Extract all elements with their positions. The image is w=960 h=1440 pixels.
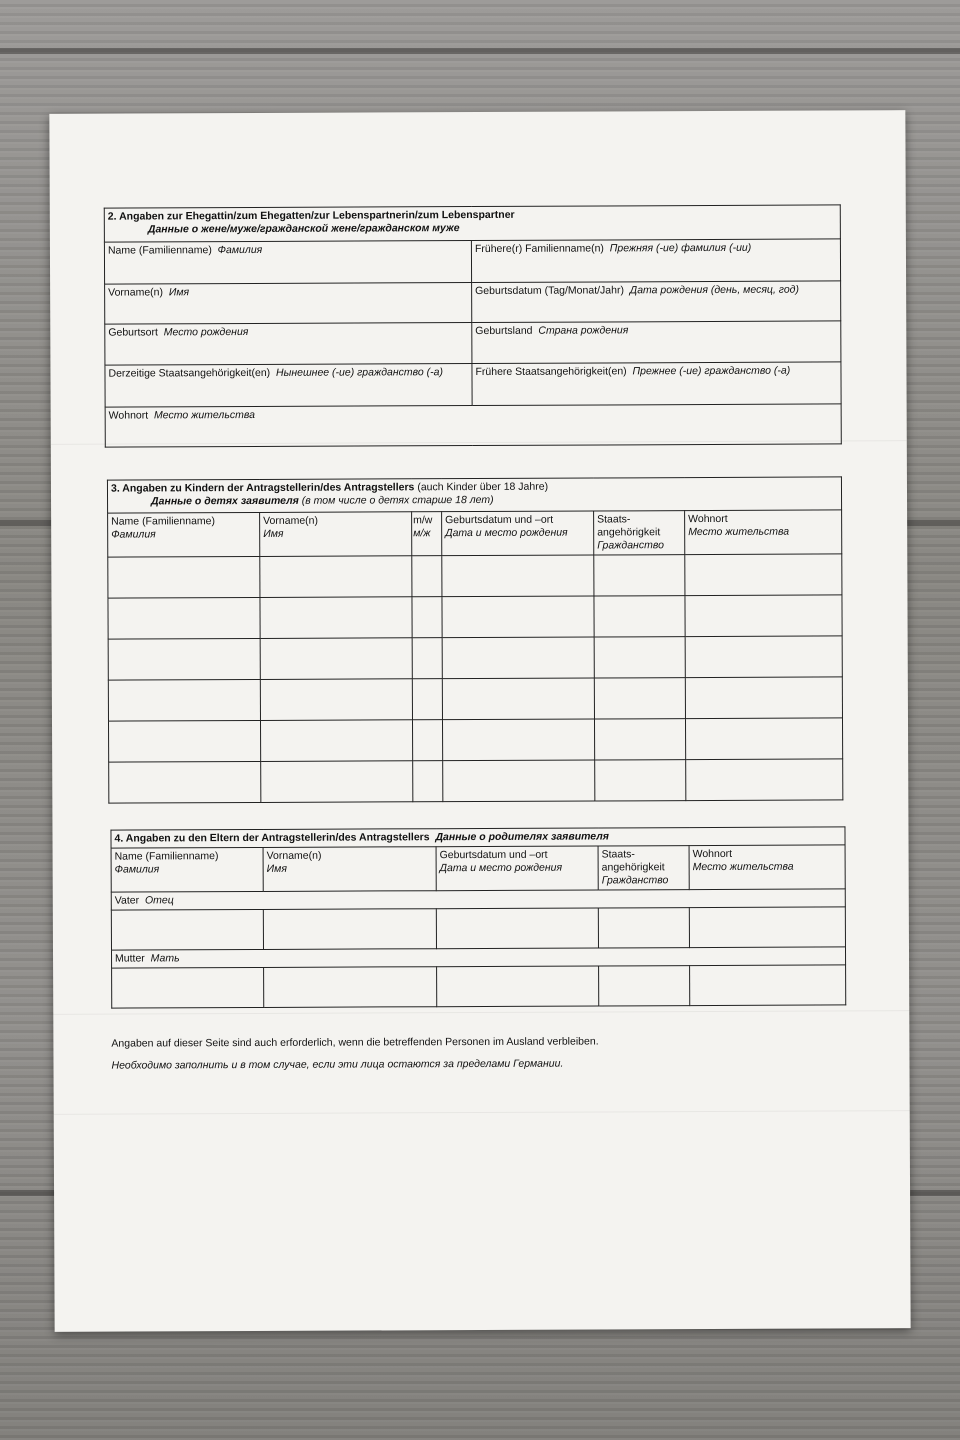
children-cell[interactable] xyxy=(260,638,412,680)
children-cell[interactable] xyxy=(108,720,260,762)
spouse-birth-country-field[interactable] xyxy=(472,321,841,364)
parents-section-title-ru: Данные о родителях заявителя xyxy=(435,830,610,844)
children-cell[interactable] xyxy=(108,556,260,598)
children-cell[interactable] xyxy=(261,761,413,803)
spouse-citizenship-label-ru: Нынешнее (-ие) гражданство (-а) xyxy=(275,366,443,379)
spouse-former-citizenship-label: Frühere Staatsangehörigkeit(en) xyxy=(475,365,627,379)
children-cell[interactable] xyxy=(260,556,412,598)
children-cell[interactable] xyxy=(108,638,260,680)
children-col-citizenship-de2: angehörigkeit xyxy=(597,526,661,539)
children-cell[interactable] xyxy=(109,761,261,803)
parents-col-first-name-de: Vorname(n) xyxy=(266,849,322,862)
children-col-birth-ru: Дата и место рождения xyxy=(445,526,568,540)
children-col-birth xyxy=(442,511,594,556)
children-row xyxy=(108,677,842,721)
children-row xyxy=(108,554,842,598)
spouse-first-name-label: Vorname(n) xyxy=(108,286,164,299)
spouse-residence-label-ru: Место жительства xyxy=(153,408,255,422)
father-cell[interactable] xyxy=(689,907,845,948)
children-cell[interactable] xyxy=(594,678,685,719)
spouse-first-name-field[interactable] xyxy=(105,283,472,325)
children-col-sex xyxy=(412,512,442,556)
spouse-birth-country-label-ru: Страна рождения xyxy=(538,324,629,337)
parents-col-name xyxy=(111,847,263,892)
spouse-former-name-label: Frühere(r) Familienname(n) xyxy=(474,242,604,256)
children-section-title: 3. Angaben zu Kindern der Antragstellerin/des Antragstellers xyxy=(110,481,415,495)
parents-section-title: 4. Angaben zu den Eltern der Antragstellerin/des Antragstellers xyxy=(114,831,430,845)
children-cell[interactable] xyxy=(413,761,443,802)
children-cell[interactable] xyxy=(594,637,685,678)
children-cell[interactable] xyxy=(594,555,685,596)
children-cell[interactable] xyxy=(260,720,412,762)
children-col-first-name-ru: Имя xyxy=(263,527,284,540)
children-section-title-ru: Данные о детях заявителя xyxy=(151,494,299,508)
children-cell[interactable] xyxy=(443,760,595,802)
children-cell[interactable] xyxy=(685,595,842,637)
children-cell[interactable] xyxy=(594,596,685,637)
spouse-former-citizenship-label-ru: Прежнее (-ие) гражданство (-а) xyxy=(632,364,791,378)
children-col-citizenship-de: Staats- xyxy=(597,513,631,526)
mother-row xyxy=(112,965,846,1008)
children-row xyxy=(108,718,842,762)
father-cell[interactable] xyxy=(436,908,598,949)
children-col-citizenship xyxy=(594,511,685,555)
spouse-birth-place-label-ru: Место рождения xyxy=(163,326,249,339)
spouse-citizenship-label: Derzeitige Staatsangehörigkeit(en) xyxy=(108,366,271,380)
children-cell[interactable] xyxy=(685,718,842,760)
children-cell[interactable] xyxy=(442,637,594,679)
parents-col-residence xyxy=(689,845,845,890)
children-cell[interactable] xyxy=(412,556,442,597)
children-table xyxy=(107,476,843,803)
children-col-residence-ru: Место жительства xyxy=(688,525,790,539)
children-cell[interactable] xyxy=(442,719,594,761)
form-page xyxy=(49,110,910,1332)
father-cell[interactable] xyxy=(263,909,436,950)
mother-cell[interactable] xyxy=(599,966,690,1006)
children-cell[interactable] xyxy=(595,760,686,801)
children-cell[interactable] xyxy=(260,679,412,721)
show-through-line xyxy=(53,1010,909,1015)
spouse-table xyxy=(104,204,842,447)
children-cell[interactable] xyxy=(108,597,260,639)
children-cell[interactable] xyxy=(686,759,843,801)
mother-label: Mutter xyxy=(115,952,145,965)
children-col-first-name xyxy=(260,512,412,557)
parents-col-name-ru: Фамилия xyxy=(114,863,160,876)
children-section-title-note: (auch Kinder über 18 Jahre) xyxy=(417,480,549,494)
spouse-name-field[interactable] xyxy=(104,241,471,285)
children-cell[interactable] xyxy=(412,720,442,761)
parents-col-first-name xyxy=(263,847,436,892)
spouse-former-name-label-ru: Прежняя (-ие) фамилия (-ии) xyxy=(609,241,752,255)
parents-col-citizenship-de2: angehörigkeit xyxy=(601,861,665,874)
footer-note-ru: Необходимо заполнить и в том случае, если эти лица остаются за пределами Германии. xyxy=(111,1057,564,1072)
mother-cell[interactable] xyxy=(112,967,264,1008)
children-cell[interactable] xyxy=(685,677,842,719)
spouse-residence-field[interactable] xyxy=(105,404,841,447)
children-section-header xyxy=(107,477,841,513)
parents-col-birth-de: Geburtsdatum und –ort xyxy=(439,848,548,862)
spouse-section-title-ru: Данные о жене/муже/гражданской жене/гражданском муже xyxy=(147,222,460,236)
spouse-birth-place-label: Geburtsort xyxy=(108,326,158,339)
parents-col-birth xyxy=(436,846,598,891)
mother-cell[interactable] xyxy=(690,965,846,1006)
children-cell[interactable] xyxy=(685,636,842,678)
children-cell[interactable] xyxy=(442,678,594,720)
children-row xyxy=(109,759,843,803)
children-row xyxy=(108,636,842,680)
children-col-name-de: Name (Familienname) xyxy=(111,515,216,528)
spouse-former-name-field[interactable] xyxy=(471,239,840,283)
spouse-birth-date-field[interactable] xyxy=(472,281,841,323)
parents-col-first-name-ru: Имя xyxy=(266,862,287,875)
children-cell[interactable] xyxy=(442,555,594,597)
plank-gap-top xyxy=(0,48,960,54)
children-col-residence-de: Wohnort xyxy=(688,512,728,526)
father-row xyxy=(111,907,845,950)
children-col-name xyxy=(108,512,260,557)
spouse-former-citizenship-field[interactable] xyxy=(472,362,841,406)
parents-col-name-de: Name (Familienname) xyxy=(114,850,219,863)
mother-cell[interactable] xyxy=(264,967,437,1008)
children-row xyxy=(108,595,842,639)
children-cell[interactable] xyxy=(685,554,842,596)
parents-col-residence-de: Wohnort xyxy=(692,847,733,861)
children-col-sex-ru: м/ж xyxy=(413,527,431,540)
spouse-birth-place-field[interactable] xyxy=(105,323,472,366)
mother-cell[interactable] xyxy=(437,966,599,1007)
father-cell[interactable] xyxy=(111,909,263,950)
children-col-birth-de: Geburtsdatum und –ort xyxy=(445,513,554,527)
spouse-birth-country-label: Geburtsland xyxy=(475,324,533,338)
children-col-sex-de: m/w xyxy=(413,514,433,527)
spouse-birth-date-label-ru: Дата рождения (день, месяц, год) xyxy=(629,283,799,297)
spouse-section-title: 2. Angaben zur Ehegattin/zum Ehegatten/zur Lebenspartnerin/zum Lebenspartner xyxy=(107,208,515,223)
children-col-residence xyxy=(685,510,842,555)
children-col-name-ru: Фамилия xyxy=(111,528,156,541)
footer-note-de: Angaben auf dieser Seite sind auch erforderlich, wenn die betreffenden Personen im Ausland verbleiben. xyxy=(111,1035,599,1050)
children-col-first-name-de: Vorname(n) xyxy=(263,514,319,527)
children-col-citizenship-ru: Гражданство xyxy=(597,539,664,552)
children-cell[interactable] xyxy=(412,679,442,720)
spouse-residence-label: Wohnort xyxy=(108,409,149,422)
children-cell[interactable] xyxy=(412,597,442,638)
spouse-first-name-label-ru: Имя xyxy=(168,286,190,299)
father-label: Vater xyxy=(114,894,140,907)
children-cell[interactable] xyxy=(260,597,412,639)
parents-col-citizenship-ru: Гражданство xyxy=(601,874,669,887)
spouse-name-label-ru: Фамилия xyxy=(217,243,263,257)
spouse-section-header xyxy=(104,205,840,242)
father-label-ru: Отец xyxy=(144,894,174,907)
children-cell[interactable] xyxy=(442,596,594,638)
parents-col-citizenship xyxy=(598,846,689,890)
spouse-citizenship-field[interactable] xyxy=(105,364,472,408)
father-cell[interactable] xyxy=(598,908,689,948)
show-through-line xyxy=(54,1110,910,1115)
spouse-birth-date-label: Geburtsdatum (Tag/Monat/Jahr) xyxy=(475,284,624,298)
children-cell[interactable] xyxy=(412,638,442,679)
parents-col-citizenship-de: Staats- xyxy=(601,848,635,861)
mother-label-ru: Мать xyxy=(150,952,180,965)
spouse-name-label: Name (Familienname) xyxy=(107,244,212,257)
children-section-title-ru-note: (в том числе о детях старше 18 лет) xyxy=(301,493,494,507)
children-cell[interactable] xyxy=(594,719,685,760)
children-cell[interactable] xyxy=(108,679,260,721)
parents-table xyxy=(110,826,846,1008)
parents-col-birth-ru: Дата и место рождения xyxy=(439,861,563,875)
parents-col-residence-ru: Место жительства xyxy=(692,860,794,874)
